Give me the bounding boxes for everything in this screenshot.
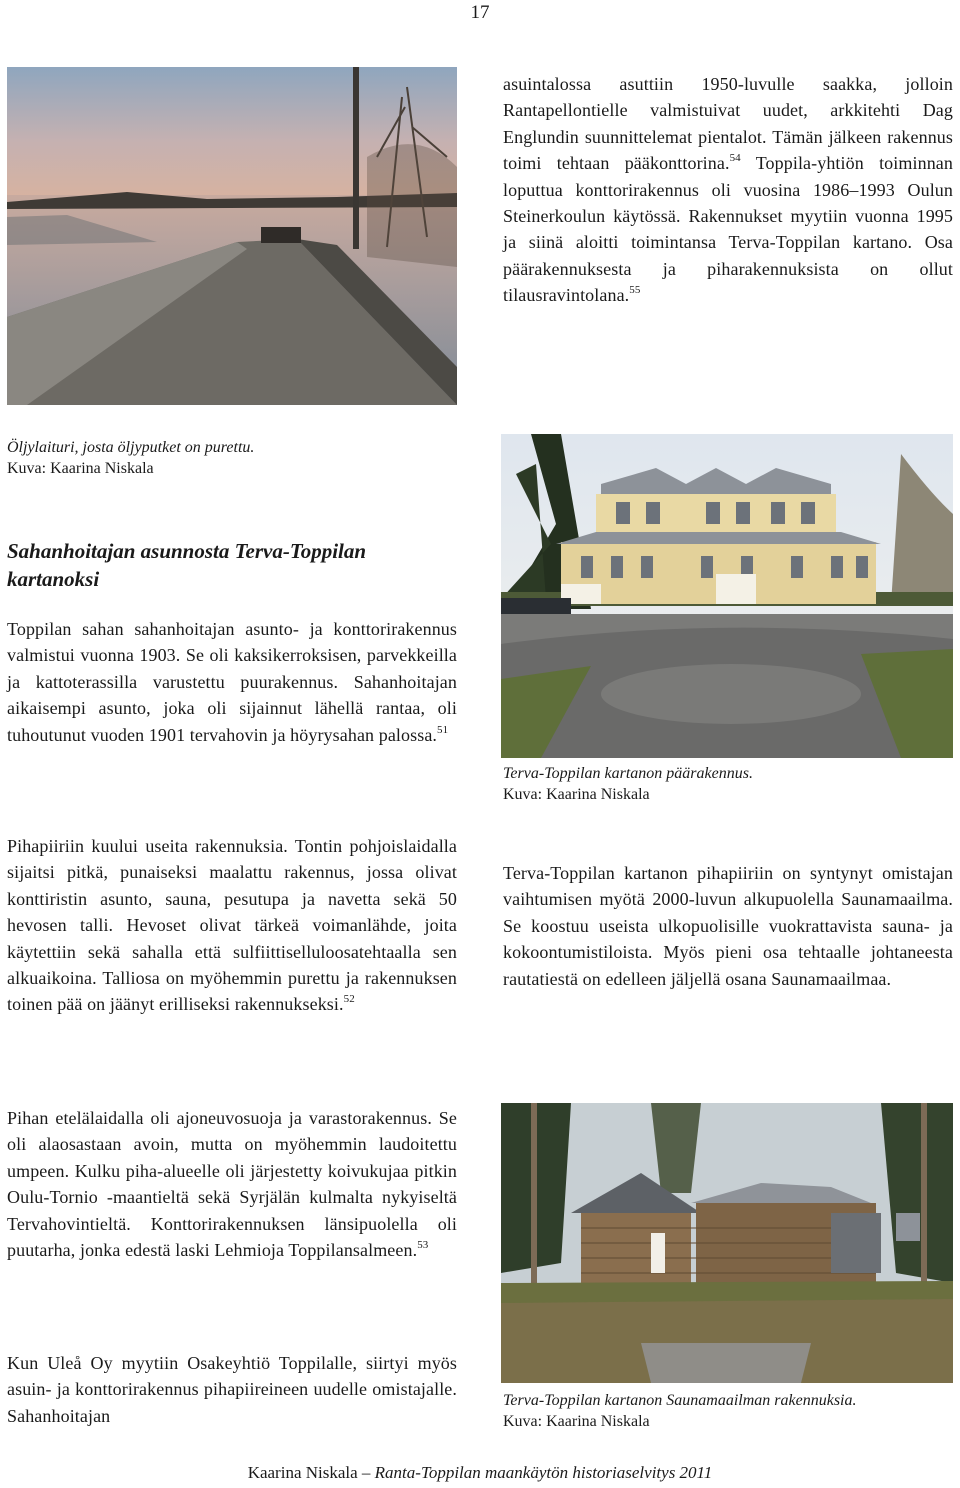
footnote-ref-53[interactable]: 53 bbox=[417, 1239, 429, 1252]
left-paragraph-2 bbox=[7, 833, 457, 1018]
manor-main-building-caption-title: Terva-Toppilan kartanon päärakennus. bbox=[503, 765, 753, 782]
oil-pier-photo bbox=[7, 67, 457, 405]
left-paragraph-4-text: Kun Uleå Oy myytiin Osakeyhtiö Toppilalle, siirtyi myös asuin- ja konttorirakennus pihapiireineen uudelle omistajalle. Sahanhoitajan bbox=[7, 1353, 457, 1426]
footnote-ref-55[interactable]: 55 bbox=[629, 284, 641, 297]
intro-text-part-1: asuintalossa asuttiin 1950-luvulle saakka, jolloin Rantapellontielle valmistuivat uudet, arkkitehti Dag Englundin suunnittelemat pientalot. Tämän jälkeen rakennus toimi tehtaan pääkonttorina. bbox=[503, 74, 953, 174]
footer-document-title: Ranta-Toppilan maankäytön historiaselvitys 2011 bbox=[374, 1463, 713, 1482]
left-paragraph-2-text: Pihapiiriin kuului useita rakennuksia. Tontin pohjoislaidalla sijaitsi pitkä, punaiseksi maalattu rakennus, jossa olivat konttiristin asunto, sauna, pesutupa ja navetta sekä 50 hevosen talli. Hevoset olivat tärkeä voimanlähde, joita käytettiin sekä sahalla että sulfiittiselluloosatehtaalla sen alkuaikoina. Talliosa on myöhemmin purettu ja rakennuksen toinen pää on jäänyt erilliseksi rakennukseksi. bbox=[7, 836, 457, 1015]
page-footer bbox=[0, 1463, 960, 1483]
left-paragraph-1 bbox=[7, 616, 457, 748]
oil-pier-caption bbox=[7, 437, 457, 479]
oil-pier-photo-credit: Kuva: Kaarina Niskala bbox=[7, 460, 154, 477]
oil-pier-caption-title: Öljylaituri, josta öljyputket on purettu. bbox=[7, 439, 255, 456]
footnote-ref-51[interactable]: 51 bbox=[437, 723, 449, 736]
footer-dash: – bbox=[361, 1463, 371, 1482]
left-paragraph-3 bbox=[7, 1105, 457, 1263]
saunamaailma-paragraph: Terva-Toppilan kartanon pihapiiriin on syntynyt omistajan vaihtumisen myötä 2000-luvun alkupuolella Saunamaailma. Se koostuu useista ulkopuolisille vuokrattavista sauna- ja kokoontumistiloista. Myös pieni osa tehtaalle johtaneesta rautatiestä on edelleen jäljellä osana Saunamaailmaa. bbox=[503, 863, 953, 989]
footnote-ref-52[interactable]: 52 bbox=[343, 993, 355, 1006]
intro-paragraph bbox=[503, 71, 953, 309]
manor-main-building-photo-credit: Kuva: Kaarina Niskala bbox=[503, 786, 650, 803]
left-paragraph-3-text: Pihan etelälaidalla oli ajoneuvosuoja ja varastorakennus. Se oli alaosastaan avoin, mutta on myöhemmin laudoitettu umpeen. Kulku piha-alueelle oli järjestetty koivukujaa pitkin Oulu-Tornio -maantieltä sekä Syrjälän kulmalta nykyiseltä Tervahovintieltä. Konttorirakennuksen länsipuolella oli puutarha, jonka edestä laski Lehmioja Toppilansalmeen. bbox=[7, 1108, 457, 1261]
sauna-buildings-caption bbox=[503, 1390, 953, 1432]
manor-main-building-caption bbox=[503, 763, 953, 805]
manor-main-building-photo bbox=[501, 434, 953, 758]
sauna-buildings-photo-credit: Kuva: Kaarina Niskala bbox=[503, 1413, 650, 1430]
section-heading: Sahanhoitajan asunnosta Terva-Toppilan kartanoksi bbox=[7, 539, 367, 591]
left-paragraph-4 bbox=[7, 1350, 457, 1429]
footer-author: Kaarina Niskala bbox=[247, 1463, 358, 1482]
page-number: 17 bbox=[470, 2, 490, 23]
sauna-buildings-photo bbox=[501, 1103, 953, 1383]
left-paragraph-1-text: Toppilan sahan sahanhoitajan asunto- ja konttorirakennus valmistui vuonna 1903. Se oli kaksikerroksisen, parvekkeilla ja kattoterassilla varustettu puurakennus. Sahanhoitajan aikaisempi asunto, joka oli sijainnut lähellä rantaa, oli tuhoutunut vuoden 1901 tervahovin ja höyrysahan palossa. bbox=[7, 619, 457, 745]
sauna-buildings-caption-title: Terva-Toppilan kartanon Saunamaailman rakennuksia. bbox=[503, 1392, 857, 1409]
footnote-ref-54[interactable]: 54 bbox=[729, 152, 741, 165]
intro-text-part-2: Toppila-yhtiön toiminnan loputtua konttorirakennus oli vuosina 1986–1993 Oulun Steinerkoulun käytössä. Rakennukset myytiin vuonna 1995 ja siinä aloitti toimintansa Terva-Toppilan kartano. Osa päärakennuksesta ja piharakennuksista on ollut tilausravintolana. bbox=[503, 153, 953, 306]
